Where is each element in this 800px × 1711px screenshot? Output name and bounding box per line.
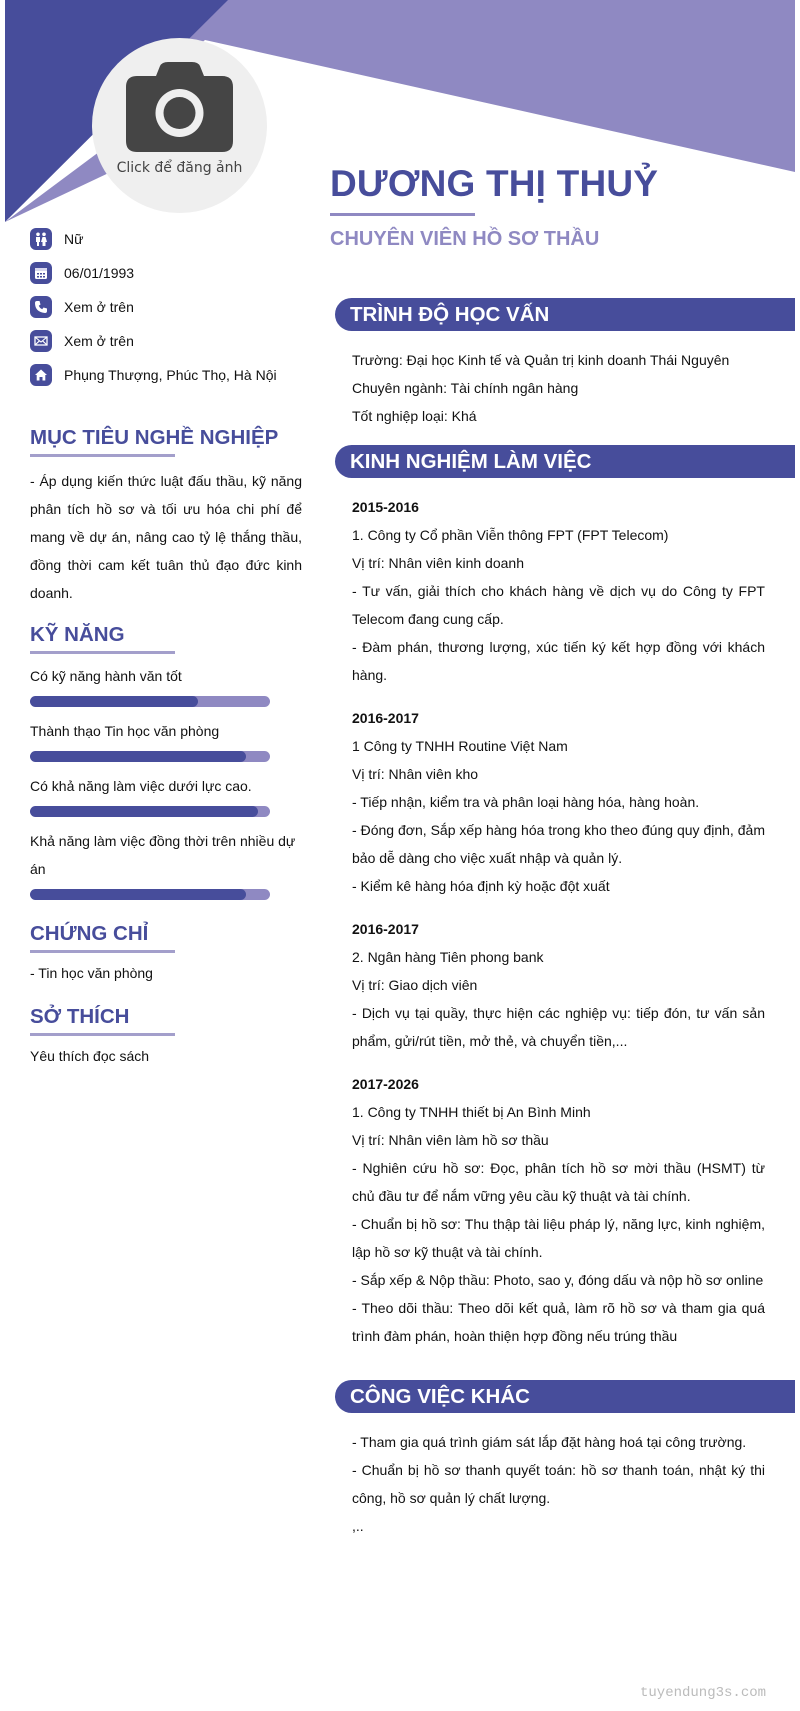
certificates-text: - Tin học văn phòng	[30, 965, 153, 981]
name-underline	[330, 213, 475, 216]
job-period: 2015-2016	[352, 499, 419, 515]
other-work-line: - Chuẩn bị hồ sơ thanh quyết toán: hồ sơ thanh toán, nhật ký thi công, hồ sơ quản lý chất lượng.	[352, 1462, 765, 1506]
job-position: Vị trí: Nhân viên kho	[352, 766, 479, 782]
photo-upload[interactable]	[92, 38, 267, 213]
job-entry	[352, 704, 765, 900]
certificates-heading: CHỨNG CHỈ	[30, 922, 149, 945]
phone-icon	[30, 296, 52, 318]
home-icon	[30, 364, 52, 386]
job-task: - Đóng đơn, Sắp xếp hàng hóa trong kho theo đúng quy định, đảm bảo dễ dàng cho việc xuất nhập và quản lý.	[352, 822, 765, 866]
job-position: Vị trí: Nhân viên làm hồ sơ thầu	[352, 1132, 549, 1148]
skills-heading: KỸ NĂNG	[30, 623, 125, 646]
job-entry	[352, 915, 765, 1055]
job-task: - Dịch vụ tại quầy, thực hiện các nghiệp vụ: tiếp đón, tư vấn sản phẩm, gửi/rút tiền, mở thẻ, và chuyển tiền,...	[352, 1005, 765, 1049]
contact-value: Phụng Thượng, Phúc Thọ, Hà Nội	[64, 367, 277, 383]
heading-underline	[30, 454, 175, 457]
contact-value: Xem ở trên	[64, 299, 134, 315]
contact-value: Xem ở trên	[64, 333, 134, 349]
contact-birthday	[30, 256, 302, 290]
watermark: tuyendung3s.com	[640, 1685, 767, 1701]
education-section	[337, 298, 795, 430]
skill-label: Có khả năng làm việc dưới lực cao.	[30, 778, 252, 794]
objective-heading: MỤC TIÊU NGHỀ NGHIỆP	[30, 426, 279, 449]
job-task: - Theo dõi thầu: Theo dõi kết quả, làm rõ hồ sơ và tham gia quá trình đàm phán, hoàn thiện hợp đồng nếu trúng thầu	[352, 1300, 765, 1344]
job-position: Vị trí: Giao dịch viên	[352, 977, 478, 993]
other-work-line: ,..	[352, 1518, 364, 1534]
contact-value: Nữ	[64, 231, 84, 247]
hobbies-text: Yêu thích đọc sách	[30, 1048, 150, 1064]
job-entry	[352, 1070, 765, 1350]
skill-bar-fill	[30, 696, 198, 707]
contact-gender	[30, 222, 302, 256]
certificates-section	[30, 922, 302, 987]
job-task: - Chuẩn bị hồ sơ: Thu thập tài liệu pháp lý, năng lực, kinh nghiệm, lập hồ sơ kỹ thuật và tài chính.	[352, 1216, 765, 1260]
skill-item	[30, 662, 302, 707]
cv-page	[5, 0, 795, 1711]
heading-underline	[30, 950, 175, 953]
photo-caption: Click để đăng ảnh	[116, 160, 243, 176]
job-task: - Đàm phán, thương lượng, xúc tiến ký kết hợp đồng với khách hàng.	[352, 639, 765, 683]
job-company: 2. Ngân hàng Tiên phong bank	[352, 949, 544, 965]
education-line: Chuyên ngành: Tài chính ngân hàng	[352, 380, 579, 396]
education-heading: TRÌNH ĐỘ HỌC VẤN	[335, 298, 795, 331]
contact-address	[30, 358, 302, 392]
job-period: 2016-2017	[352, 921, 419, 937]
experience-section	[337, 445, 795, 1350]
skill-bar-fill	[30, 806, 258, 817]
other-work-line: - Tham gia quá trình giám sát lắp đặt hàng hoá tại công trường.	[352, 1434, 747, 1450]
job-company: 1. Công ty TNHH thiết bị An Bình Minh	[352, 1104, 591, 1120]
objective-text: - Áp dụng kiến thức luật đấu thầu, kỹ năng phân tích hồ sơ và tối ưu hóa chi phí để mang về dự án, nâng cao tỷ lệ thắng thầu, đồng thời cam kết tuân thủ đạo đức kinh doanh.	[30, 473, 302, 601]
skill-bar	[30, 696, 270, 707]
education-line: Trường: Đại học Kinh tế và Quản trị kinh doanh Thái Nguyên	[352, 352, 730, 368]
candidate-name: DƯƠNG THỊ THUỶ	[330, 163, 659, 204]
email-icon	[30, 330, 52, 352]
skill-bar-fill	[30, 751, 246, 762]
objective-section	[30, 426, 302, 607]
job-entry	[352, 493, 765, 689]
job-period: 2016-2017	[352, 710, 419, 726]
skill-item	[30, 827, 302, 900]
other-work-section	[337, 1380, 795, 1540]
skills-list	[30, 662, 302, 900]
skill-item	[30, 772, 302, 817]
hobbies-section	[30, 1005, 302, 1070]
hobbies-heading: SỞ THÍCH	[30, 1005, 130, 1028]
contact-phone	[30, 290, 302, 324]
gender-icon	[30, 228, 52, 250]
skill-bar	[30, 889, 270, 900]
job-task: - Tiếp nhận, kiểm tra và phân loại hàng hóa, hàng hoàn.	[352, 794, 700, 810]
job-title: CHUYÊN VIÊN HỒ SƠ THẦU	[330, 228, 600, 250]
skill-bar-fill	[30, 889, 246, 900]
contact-value: 06/01/1993	[64, 265, 135, 281]
job-task: - Nghiên cứu hồ sơ: Đọc, phân tích hồ sơ mời thầu (HSMT) từ chủ đầu tư để nắm vững yêu cầu kỹ thuật và tài chính.	[352, 1160, 765, 1204]
job-company: 1 Công ty TNHH Routine Việt Nam	[352, 738, 568, 754]
job-position: Vị trí: Nhân viên kinh doanh	[352, 555, 524, 571]
job-company: 1. Công ty Cổ phần Viễn thông FPT (FPT Telecom)	[352, 527, 669, 543]
education-line: Tốt nghiệp loại: Khá	[352, 408, 477, 424]
experience-body	[337, 493, 765, 1350]
right-column	[337, 298, 795, 1540]
calendar-icon	[30, 262, 52, 284]
contact-email	[30, 324, 302, 358]
skill-item	[30, 717, 302, 762]
skill-label: Có kỹ năng hành văn tốt	[30, 668, 182, 684]
heading-underline	[30, 1033, 175, 1036]
camera-icon	[126, 62, 233, 152]
left-column	[30, 222, 302, 1070]
heading-underline	[30, 651, 175, 654]
job-period: 2017-2026	[352, 1076, 419, 1092]
other-work-heading: CÔNG VIỆC KHÁC	[335, 1380, 795, 1413]
job-task: - Kiểm kê hàng hóa định kỳ hoặc đột xuất	[352, 878, 610, 894]
skill-label: Khả năng làm việc đồng thời trên nhiều dự án	[30, 833, 296, 877]
education-body	[337, 346, 765, 430]
job-task: - Sắp xếp & Nộp thầu: Photo, sao y, đóng dấu và nộp hồ sơ online	[352, 1272, 764, 1288]
skills-section	[30, 623, 302, 900]
skill-label: Thành thạo Tin học văn phòng	[30, 723, 220, 739]
skill-bar	[30, 751, 270, 762]
other-work-body	[337, 1428, 765, 1540]
job-task: - Tư vấn, giải thích cho khách hàng về dịch vụ do Công ty FPT Telecom đang cung cấp.	[352, 583, 765, 627]
skill-bar	[30, 806, 270, 817]
contact-list	[30, 222, 302, 392]
experience-heading: KINH NGHIỆM LÀM VIỆC	[335, 445, 795, 478]
